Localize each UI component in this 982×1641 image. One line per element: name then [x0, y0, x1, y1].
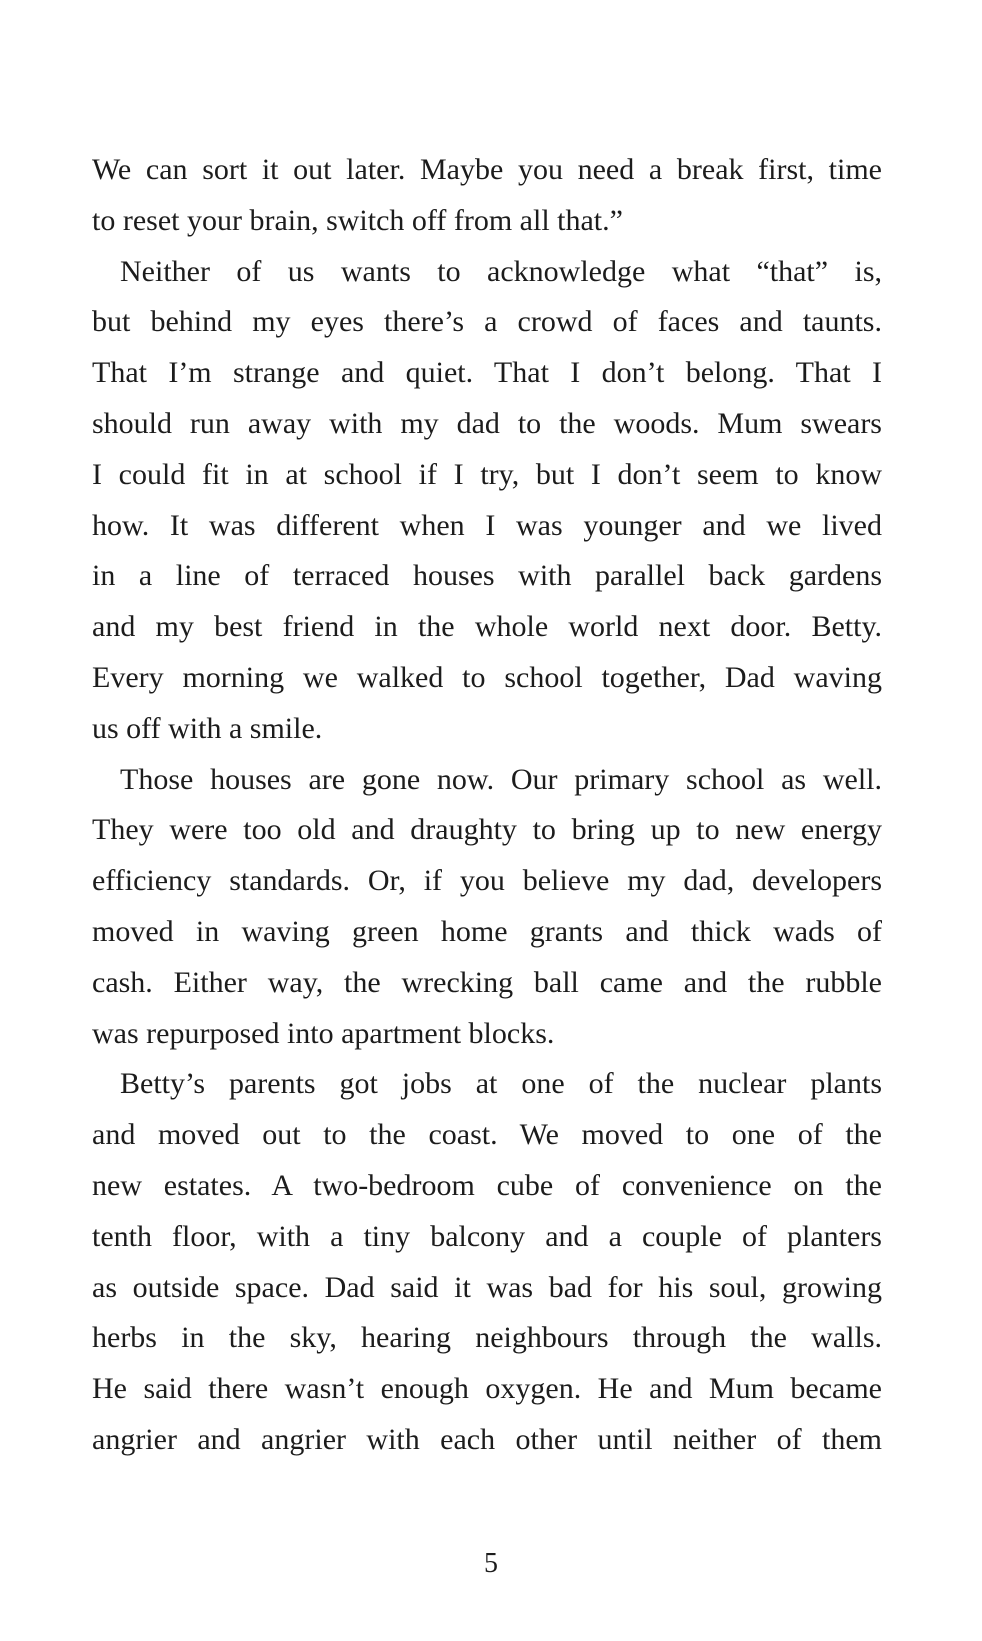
text-line: Neither of us wants to acknowledge what “that” is, [120, 254, 882, 288]
text-line: angrier and angrier with each other until neither of them [92, 1422, 882, 1456]
text-line: moved in waving green home grants and thick wads of [92, 914, 882, 948]
text-line: herbs in the sky, hearing neighbours through the walls. [92, 1321, 882, 1355]
text-line: us off with a smile. [92, 711, 323, 745]
text-line: to reset your brain, switch off from all that.” [92, 203, 623, 237]
text-line: how. It was different when I was younger and we lived [92, 508, 882, 542]
text-line: They were too old and draughty to bring up to new energy [92, 813, 882, 847]
text-line: but behind my eyes there’s a crowd of faces and taunts. [92, 305, 882, 339]
text-line: efficiency standards. Or, if you believe my dad, developers [92, 864, 882, 898]
text-line: was repurposed into apartment blocks. [92, 1016, 555, 1050]
text-line: Those houses are gone now. Our primary school as well. [120, 762, 882, 796]
text-line: new estates. A two-bedroom cube of convenience on the [92, 1168, 882, 1202]
text-line: and my best friend in the whole world next door. Betty. [92, 610, 882, 644]
text-line: Betty’s parents got jobs at one of the nuclear plants [120, 1067, 882, 1101]
text-line: and moved out to the coast. We moved to one of the [92, 1118, 882, 1152]
text-line: He said there wasn’t enough oxygen. He and Mum became [92, 1372, 882, 1406]
text-line: I could fit in at school if I try, but I don’t seem to know [92, 457, 882, 491]
text-line: We can sort it out later. Maybe you need a break first, time [92, 153, 882, 186]
text-line: Every morning we walked to school together, Dad waving [92, 660, 882, 694]
text-line: as outside space. Dad said it was bad for his soul, growing [92, 1270, 882, 1304]
text-line: in a line of terraced houses with parallel back gardens [92, 559, 882, 593]
text-line: tenth floor, with a tiny balcony and a couple of planters [92, 1219, 882, 1253]
text-line: That I’m strange and quiet. That I don’t belong. That I [92, 356, 882, 390]
text-line: cash. Either way, the wrecking ball came and the rubble [92, 965, 882, 999]
page-number: 5 [484, 1548, 498, 1579]
body-text [92, 145, 882, 1466]
text-line: should run away with my dad to the woods. Mum swears [92, 406, 882, 440]
